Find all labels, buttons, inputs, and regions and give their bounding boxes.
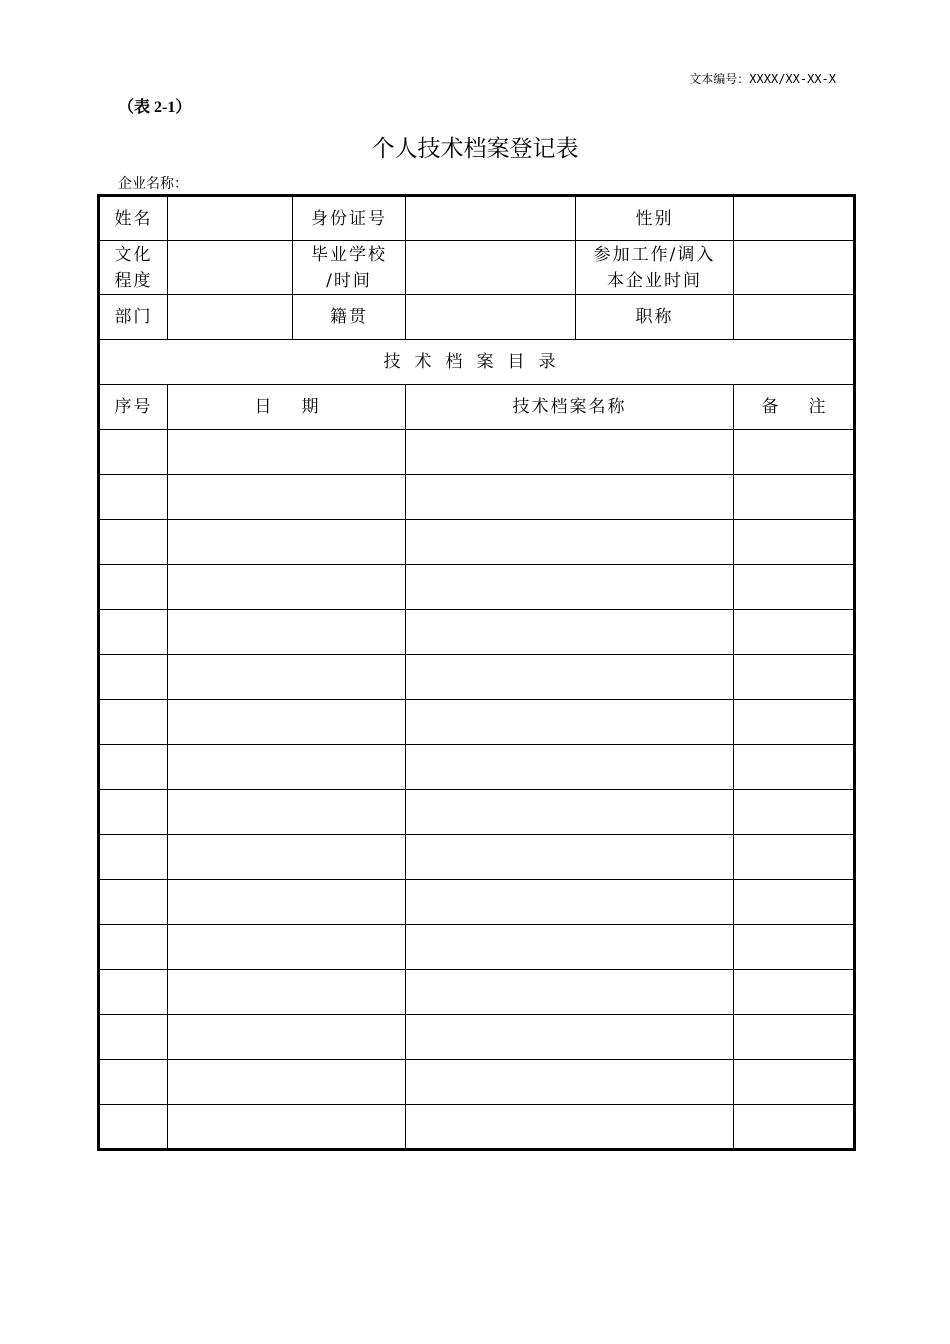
title-rank-field[interactable] <box>734 295 855 340</box>
school-label <box>293 241 406 295</box>
info-row-3 <box>99 295 855 340</box>
catalog-cell-date[interactable] <box>168 745 406 790</box>
catalog-cell-date[interactable] <box>168 565 406 610</box>
catalog-heading-row <box>99 340 855 385</box>
table-number: （表 2-1） <box>118 99 192 116</box>
catalog-cell-no[interactable] <box>99 880 168 925</box>
education-field[interactable] <box>168 241 293 295</box>
catalog-row <box>99 1060 855 1105</box>
catalog-cell-name[interactable] <box>406 520 734 565</box>
catalog-cell-date[interactable] <box>168 700 406 745</box>
catalog-cell-date[interactable] <box>168 520 406 565</box>
school-label-line1: 毕业学校 <box>311 244 387 265</box>
catalog-cell-no[interactable] <box>99 925 168 970</box>
catalog-cell-remark[interactable] <box>734 745 855 790</box>
catalog-row <box>99 745 855 790</box>
native-place-field[interactable] <box>406 295 576 340</box>
registration-form-table <box>97 194 856 1151</box>
catalog-cell-no[interactable] <box>99 520 168 565</box>
join-date-label-line1: 参加工作/调入 <box>593 244 716 265</box>
department-label: 部门 <box>99 295 168 340</box>
catalog-cell-no[interactable] <box>99 745 168 790</box>
catalog-cell-name[interactable] <box>406 700 734 745</box>
catalog-cell-remark[interactable] <box>734 925 855 970</box>
name-field[interactable] <box>168 196 293 241</box>
col-header-remark-2: 注 <box>808 397 826 417</box>
col-header-remark <box>734 385 855 430</box>
catalog-cell-remark[interactable] <box>734 430 855 475</box>
catalog-cell-no[interactable] <box>99 565 168 610</box>
catalog-cell-date[interactable] <box>168 475 406 520</box>
catalog-cell-no[interactable] <box>99 835 168 880</box>
catalog-cell-remark[interactable] <box>734 880 855 925</box>
catalog-header-row <box>99 385 855 430</box>
catalog-cell-name[interactable] <box>406 970 734 1015</box>
catalog-cell-date[interactable] <box>168 970 406 1015</box>
catalog-cell-date[interactable] <box>168 925 406 970</box>
catalog-row <box>99 700 855 745</box>
info-row-1 <box>99 196 855 241</box>
catalog-cell-no[interactable] <box>99 790 168 835</box>
name-label: 姓名 <box>99 196 168 241</box>
gender-label: 性别 <box>576 196 734 241</box>
catalog-cell-no[interactable] <box>99 655 168 700</box>
education-label <box>99 241 168 295</box>
catalog-cell-no[interactable] <box>99 1060 168 1105</box>
native-place-label: 籍贯 <box>293 295 406 340</box>
catalog-cell-remark[interactable] <box>734 1060 855 1105</box>
catalog-cell-no[interactable] <box>99 970 168 1015</box>
catalog-cell-name[interactable] <box>406 565 734 610</box>
catalog-row <box>99 610 855 655</box>
catalog-cell-date[interactable] <box>168 655 406 700</box>
col-header-remark-1: 备 <box>761 397 779 417</box>
col-header-no: 序号 <box>99 385 168 430</box>
catalog-cell-remark[interactable] <box>734 700 855 745</box>
catalog-cell-name[interactable] <box>406 655 734 700</box>
catalog-cell-name[interactable] <box>406 430 734 475</box>
id-number-label: 身份证号 <box>293 196 406 241</box>
join-date-label-line2: 本企业时间 <box>607 270 702 291</box>
col-header-name: 技术档案名称 <box>406 385 734 430</box>
form-title: 个人技术档案登记表 <box>371 136 579 162</box>
catalog-cell-no[interactable] <box>99 1105 168 1150</box>
catalog-cell-no[interactable] <box>99 475 168 520</box>
catalog-row <box>99 970 855 1015</box>
catalog-cell-date[interactable] <box>168 430 406 475</box>
school-field[interactable] <box>406 241 576 295</box>
col-header-date-2: 期 <box>301 397 319 417</box>
catalog-cell-name[interactable] <box>406 610 734 655</box>
catalog-row <box>99 790 855 835</box>
col-header-date-1: 日 <box>254 397 272 417</box>
catalog-cell-name[interactable] <box>406 880 734 925</box>
catalog-cell-date[interactable] <box>168 1060 406 1105</box>
company-name-label: 企业名称： <box>118 176 188 192</box>
catalog-cell-date[interactable] <box>168 880 406 925</box>
catalog-cell-name[interactable] <box>406 475 734 520</box>
join-date-label <box>576 241 734 295</box>
join-date-field[interactable] <box>734 241 855 295</box>
catalog-cell-remark[interactable] <box>734 1015 855 1060</box>
catalog-cell-remark[interactable] <box>734 520 855 565</box>
catalog-row <box>99 655 855 700</box>
catalog-cell-remark[interactable] <box>734 475 855 520</box>
catalog-cell-no[interactable] <box>99 430 168 475</box>
catalog-cell-remark[interactable] <box>734 790 855 835</box>
catalog-row <box>99 1015 855 1060</box>
catalog-cell-name[interactable] <box>406 790 734 835</box>
catalog-row <box>99 430 855 475</box>
school-label-line2: /时间 <box>326 270 372 291</box>
catalog-cell-date[interactable] <box>168 835 406 880</box>
catalog-cell-remark[interactable] <box>734 610 855 655</box>
catalog-row <box>99 925 855 970</box>
catalog-cell-name[interactable] <box>406 1105 734 1150</box>
catalog-cell-remark[interactable] <box>734 835 855 880</box>
catalog-cell-name[interactable] <box>406 1015 734 1060</box>
catalog-row <box>99 475 855 520</box>
catalog-cell-remark[interactable] <box>734 970 855 1015</box>
catalog-cell-no[interactable] <box>99 700 168 745</box>
catalog-cell-date[interactable] <box>168 610 406 655</box>
catalog-cell-no[interactable] <box>99 1015 168 1060</box>
gender-field[interactable] <box>734 196 855 241</box>
education-label-line1: 文化 <box>114 244 153 265</box>
catalog-cell-date[interactable] <box>168 790 406 835</box>
catalog-cell-remark[interactable] <box>734 1105 855 1150</box>
catalog-row <box>99 520 855 565</box>
department-field[interactable] <box>168 295 293 340</box>
catalog-row <box>99 880 855 925</box>
catalog-row <box>99 1105 855 1150</box>
catalog-cell-no[interactable] <box>99 610 168 655</box>
catalog-cell-name[interactable] <box>406 745 734 790</box>
col-header-date <box>168 385 406 430</box>
catalog-cell-date[interactable] <box>168 1105 406 1150</box>
catalog-cell-date[interactable] <box>168 1015 406 1060</box>
education-label-line2: 程度 <box>114 270 153 291</box>
catalog-cell-name[interactable] <box>406 835 734 880</box>
catalog-cell-name[interactable] <box>406 925 734 970</box>
catalog-cell-remark[interactable] <box>734 565 855 610</box>
id-number-field[interactable] <box>406 196 576 241</box>
catalog-row <box>99 565 855 610</box>
document-number: 文本编号：XXXX/XX-XX-X <box>689 72 836 86</box>
title-rank-label: 职称 <box>576 295 734 340</box>
catalog-row <box>99 835 855 880</box>
info-row-2 <box>99 241 855 295</box>
catalog-cell-remark[interactable] <box>734 655 855 700</box>
catalog-heading: 技术档案目录 <box>99 340 855 385</box>
catalog-cell-name[interactable] <box>406 1060 734 1105</box>
